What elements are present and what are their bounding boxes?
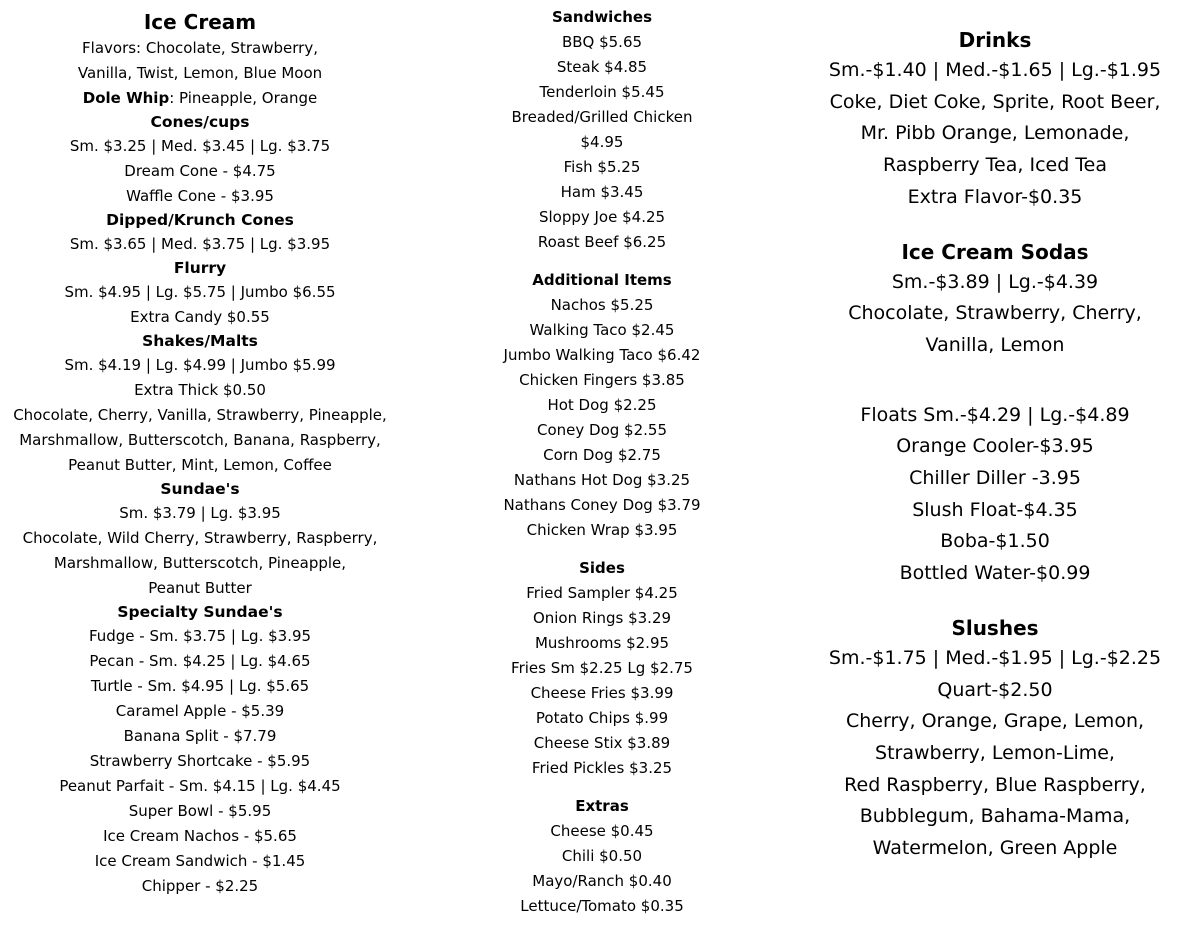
menu-item: Slush Float-$4.35 xyxy=(912,498,1078,521)
drinks-column xyxy=(795,25,1195,865)
menu-item: Boba-$1.50 xyxy=(940,530,1050,553)
menu-item: Steak $4.85 xyxy=(556,58,648,76)
flavors-line: Flavors: Chocolate, Strawberry, xyxy=(82,39,318,57)
menu-item: Nachos $5.25 xyxy=(550,296,654,314)
menu-item: Strawberry, Lemon-Lime, xyxy=(875,741,1115,764)
menu-item: Ice Cream Sandwich - $1.45 xyxy=(94,852,306,870)
menu-item: Breaded/Grilled Chicken xyxy=(511,108,693,126)
menu-item: Vanilla, Lemon xyxy=(925,333,1065,356)
menu-item: Mr. Pibb Orange, Lemonade, xyxy=(860,122,1130,145)
menu-item: Sm. $3.79 | Lg. $3.95 xyxy=(119,504,281,522)
menu-item: Jumbo Walking Taco $6.42 xyxy=(503,346,701,364)
menu-item: Chicken Wrap $3.95 xyxy=(526,521,678,539)
menu-item: Watermelon, Green Apple xyxy=(872,837,1118,860)
dole-whip-line xyxy=(0,86,400,111)
menu-item: Caramel Apple - $5.39 xyxy=(115,702,285,720)
flurry-title: Flurry xyxy=(173,259,227,277)
menu-item: $4.95 xyxy=(580,133,624,151)
menu-item: Sm. $3.25 | Med. $3.45 | Lg. $3.75 xyxy=(69,137,331,155)
menu-item: Walking Taco $2.45 xyxy=(529,321,675,339)
sandwiches-title: Sandwiches xyxy=(551,8,652,26)
menu-item: Turtle - Sm. $4.95 | Lg. $5.65 xyxy=(90,677,310,695)
menu-item: Fudge - Sm. $3.75 | Lg. $3.95 xyxy=(88,627,312,645)
ice-cream-title: Ice Cream xyxy=(143,10,257,34)
menu-item: Chocolate, Cherry, Vanilla, Strawberry, Pineapple, xyxy=(13,406,387,424)
menu-item: Peanut Butter xyxy=(148,579,252,597)
menu-item: Peanut Butter, Mint, Lemon, Coffee xyxy=(68,456,332,474)
menu-item: Mushrooms $2.95 xyxy=(534,634,670,652)
ice-cream-column xyxy=(0,8,400,899)
menu-item: Fried Pickles $3.25 xyxy=(531,759,673,777)
menu-item: Tenderloin $5.45 xyxy=(539,83,665,101)
menu-item: Peanut Parfait - Sm. $4.15 | Lg. $4.45 xyxy=(59,777,341,795)
menu-item: Mayo/Ranch $0.40 xyxy=(532,872,672,890)
menu-item: Bottled Water-$0.99 xyxy=(899,562,1091,585)
menu-item: Banana Split - $7.79 xyxy=(123,727,277,745)
menu-item: Nathans Coney Dog $3.79 xyxy=(503,496,701,514)
menu-item: Lettuce/Tomato $0.35 xyxy=(520,897,684,915)
menu-item: Hot Dog $2.25 xyxy=(547,396,657,414)
menu-item: Sm. $4.19 | Lg. $4.99 | Jumbo $5.99 xyxy=(64,356,336,374)
menu-item: Onion Rings $3.29 xyxy=(532,609,672,627)
menu-item: Dream Cone - $4.75 xyxy=(124,162,276,180)
menu-item: Chipper - $2.25 xyxy=(141,877,259,895)
slushes-title: Slushes xyxy=(951,615,1039,640)
menu-item: Cheese $0.45 xyxy=(550,822,654,840)
menu-item: Sm. $4.95 | Lg. $5.75 | Jumbo $6.55 xyxy=(64,283,336,301)
menu-item: Chiller Diller -3.95 xyxy=(909,467,1081,490)
food-column xyxy=(482,5,722,919)
shakes-title: Shakes/Malts xyxy=(142,332,258,350)
menu-item: Sm.-$1.75 | Med.-$1.95 | Lg.-$2.25 xyxy=(828,646,1162,669)
menu-item: Extra Flavor-$0.35 xyxy=(907,185,1083,208)
menu-item: Marshmallow, Butterscotch, Banana, Raspberry, xyxy=(19,431,381,449)
menu-item: Waffle Cone - $3.95 xyxy=(126,187,274,205)
menu-item: Sloppy Joe $4.25 xyxy=(538,208,666,226)
menu-item: Chicken Fingers $3.85 xyxy=(519,371,685,389)
menu-item: Extra Candy $0.55 xyxy=(130,308,270,326)
menu-item: Chocolate, Wild Cherry, Strawberry, Raspberry, xyxy=(22,529,378,547)
menu-item: Corn Dog $2.75 xyxy=(543,446,661,464)
menu-item: Ice Cream Nachos - $5.65 xyxy=(103,827,297,845)
menu-item: Sm. $3.65 | Med. $3.75 | Lg. $3.95 xyxy=(69,235,331,253)
menu-item: Extra Thick $0.50 xyxy=(134,381,266,399)
additional-items-title: Additional Items xyxy=(532,271,672,289)
menu-item: BBQ $5.65 xyxy=(561,33,643,51)
menu-item: Cherry, Orange, Grape, Lemon, xyxy=(845,710,1145,733)
menu-item: Chili $0.50 xyxy=(561,847,643,865)
sides-title: Sides xyxy=(579,559,625,577)
menu-item: Super Bowl - $5.95 xyxy=(128,802,272,820)
menu-item: Coney Dog $2.55 xyxy=(537,421,667,439)
menu-item: Fish $5.25 xyxy=(563,158,641,176)
menu-item: Fried Sampler $4.25 xyxy=(526,584,678,602)
cones-title: Cones/cups xyxy=(150,113,250,131)
menu-item: Strawberry Shortcake - $5.95 xyxy=(89,752,311,770)
menu-item: Roast Beef $6.25 xyxy=(537,233,667,251)
menu-item: Ham $3.45 xyxy=(560,183,644,201)
flavors-line: Vanilla, Twist, Lemon, Blue Moon xyxy=(77,64,323,82)
menu-item: Coke, Diet Coke, Sprite, Root Beer, xyxy=(829,90,1161,113)
menu-item: Red Raspberry, Blue Raspberry, xyxy=(844,773,1146,796)
dipped-cones-title: Dipped/Krunch Cones xyxy=(106,211,294,229)
dole-whip-label: Dole Whip xyxy=(82,89,170,107)
extras-title: Extras xyxy=(575,797,629,815)
menu-item: Chocolate, Strawberry, Cherry, xyxy=(848,302,1142,325)
ice-cream-sodas-title: Ice Cream Sodas xyxy=(901,239,1089,264)
specialty-sundaes-title: Specialty Sundae's xyxy=(117,603,283,621)
menu-item: Nathans Hot Dog $3.25 xyxy=(513,471,691,489)
menu-item: Raspberry Tea, Iced Tea xyxy=(882,154,1108,177)
drinks-title: Drinks xyxy=(958,28,1032,52)
menu-item: Quart-$2.50 xyxy=(937,678,1053,701)
menu-item: Orange Cooler-$3.95 xyxy=(896,435,1094,458)
menu-item: Bubblegum, Bahama-Mama, xyxy=(859,805,1131,828)
menu-item: Sm.-$3.89 | Lg.-$4.39 xyxy=(891,270,1099,293)
menu-item: Sm.-$1.40 | Med.-$1.65 | Lg.-$1.95 xyxy=(828,59,1162,81)
sundaes-title: Sundae's xyxy=(160,480,240,498)
menu-item: Fries Sm $2.25 Lg $2.75 xyxy=(511,659,693,677)
menu-item: Cheese Fries $3.99 xyxy=(530,684,674,702)
menu-item: Floats Sm.-$4.29 | Lg.-$4.89 xyxy=(860,403,1130,426)
menu-item: Potato Chips $.99 xyxy=(535,709,669,727)
menu-item: Marshmallow, Butterscotch, Pineapple, xyxy=(53,554,347,572)
dole-whip-flavors: : Pineapple, Orange xyxy=(169,89,318,107)
menu-item: Pecan - Sm. $4.25 | Lg. $4.65 xyxy=(89,652,311,670)
menu-item: Cheese Stix $3.89 xyxy=(533,734,671,752)
